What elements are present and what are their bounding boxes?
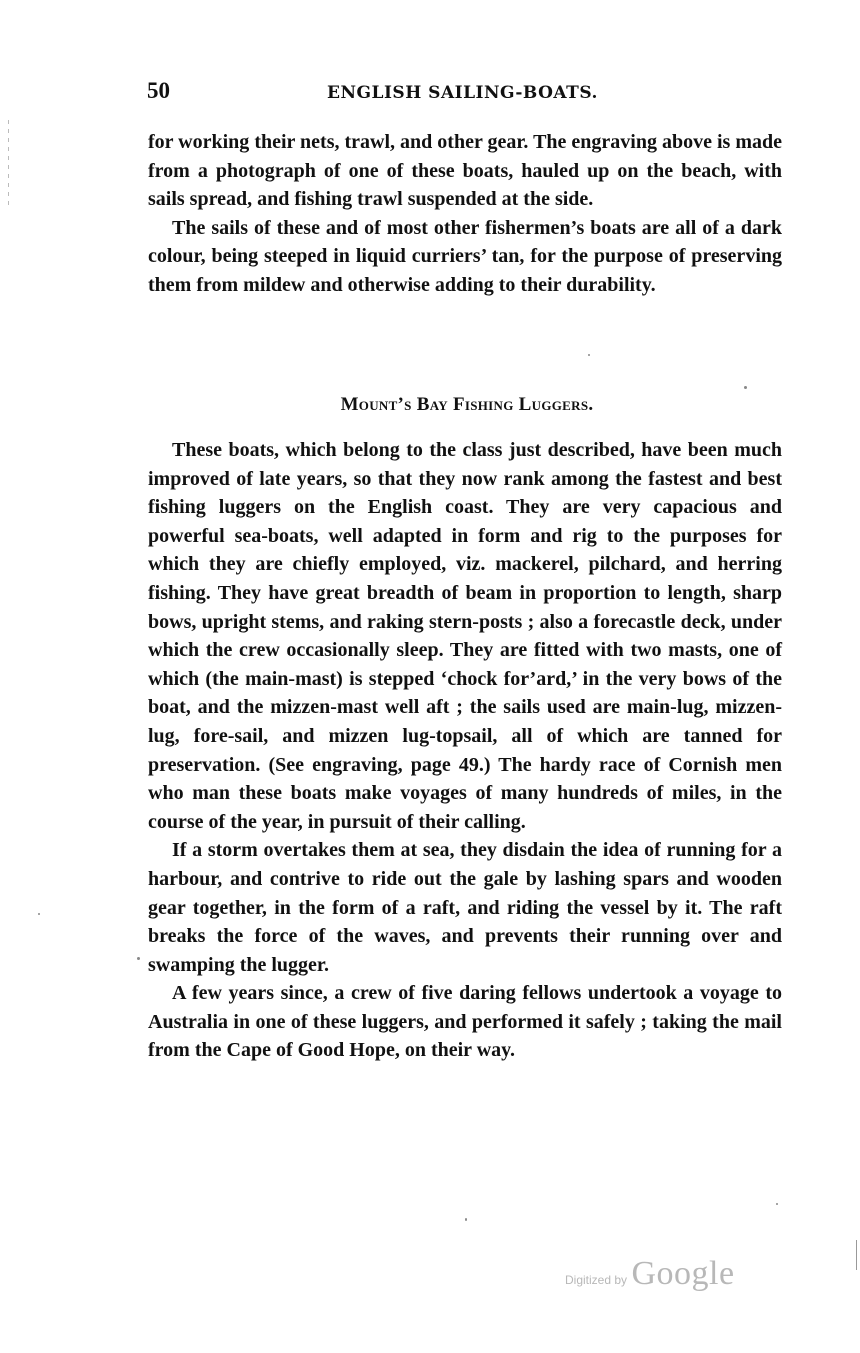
google-logo-text: Google bbox=[631, 1255, 735, 1292]
scan-edge-mark bbox=[856, 1240, 857, 1270]
scan-speck bbox=[776, 1203, 778, 1205]
paragraph: If a storm overtakes them at sea, they disdain the idea of running for a harbour, and contrive to ride out the gale by lashing spars and wooden gear together, in the form of a raft, and riding the vessel by it. The raft breaks the force of the waves, and prevents their running over and swamping the lugger. bbox=[148, 839, 782, 976]
running-head bbox=[147, 78, 787, 108]
scan-speck bbox=[588, 354, 590, 356]
paragraph: The sails of these and of most other fishermen’s boats are all of a dark colour, being steeped in liquid curriers’ tan, for the purpose of preserving them from mildew and otherwise adding to their durability. bbox=[148, 216, 782, 296]
scan-speck bbox=[38, 913, 40, 915]
scan-speck bbox=[744, 386, 747, 389]
paragraph: A few years since, a crew of five daring fellows undertook a voyage to Australia in one of these luggers, and performed it safely ; taking the mail from the Cape of Good Hope, on their way. bbox=[148, 982, 782, 1062]
paragraph: These boats, which belong to the class just described, have been much improved of late years, so that they now rank among the fastest and best fishing luggers on the English coast. They are very capacious and powerful sea-boats, well adapted in form and rig to the purposes for which they are chiefly employed, viz. mackerel, pilchard, and herring fishing. They have great breadth of beam in proportion to length, sharp bows, upright stems, and raking stern-posts ; also a forecastle deck, under which the crew occasionally sleep. They are fitted with two masts, one of which (the main-mast) is stepped ‘chock for’ard,’ in the very bows of the boat, and the mizzen-mast well aft ; the sails used are main-lug, mizzen-lug, fore-sail, and mizzen lug-topsail, all of which are tanned for preservation. (See engraving, page 49.) The hardy race of Cornish men who man these boats make voyages of many hundreds of miles, in the course of the year, in pursuit of their calling. bbox=[148, 439, 782, 833]
watermark-prefix: Digitized by bbox=[565, 1273, 628, 1287]
scan-speck bbox=[137, 957, 140, 960]
section-heading: Mount’s Bay Fishing Luggers. bbox=[340, 394, 594, 415]
paragraph: for working their nets, trawl, and other gear. The engraving above is made from a photograph of one of these boats, hauled up on the beach, with sails spread, and fishing trawl suspended at the side. bbox=[148, 131, 782, 211]
page-number: 50 bbox=[147, 78, 170, 103]
text-block-section bbox=[148, 436, 782, 1065]
scan-speck bbox=[465, 1218, 467, 1221]
digitized-by-google-watermark bbox=[565, 1255, 735, 1293]
scan-edge-mark bbox=[8, 120, 9, 210]
text-block-top bbox=[148, 128, 782, 300]
running-title: ENGLISH SAILING-BOATS. bbox=[327, 83, 598, 103]
